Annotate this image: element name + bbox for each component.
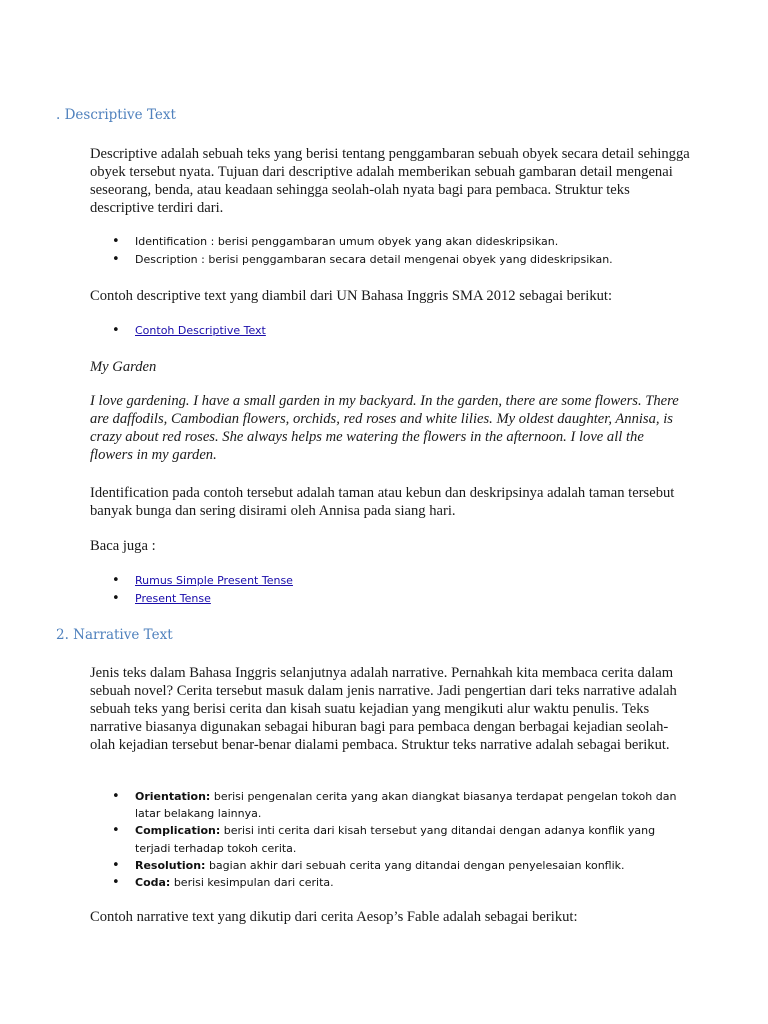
list-item <box>90 874 690 891</box>
example-link-list <box>90 322 690 340</box>
list-item <box>90 322 690 340</box>
list-item: • Identification : berisi penggambaran umum obyek yang akan dideskripsikan. <box>90 233 690 251</box>
list-item-desc: berisi kesimpulan dari cerita. <box>170 876 334 890</box>
list-item <box>90 572 690 590</box>
see-also-link-list <box>90 572 690 607</box>
list-item <box>90 590 690 608</box>
narrative-structure-list <box>90 788 690 891</box>
section-heading-descriptive: . Descriptive Text <box>56 107 176 123</box>
story-body: I love gardening. I have a small garden in my backyard. In the garden, there are some flowers. There are daffodils, Cambodian flowers, orchids, red roses and white lilies. My oldest daughter, Annisa, is crazy about red roses. She always helps me watering the flowers in the afternoon. I love all the flowers in my garden. <box>90 393 679 463</box>
list-item-term: Resolution: <box>135 858 206 872</box>
list-item <box>90 857 690 874</box>
see-also-label: Baca juga : <box>90 538 156 554</box>
list-item-desc: berisi pengenalan cerita yang akan diangkat biasanya terdapat pengelan tokoh dan latar belakang lainnya. <box>135 790 677 821</box>
contoh-descriptive-text-link[interactable]: Contoh Descriptive Text <box>135 324 266 337</box>
rumus-simple-present-tense-link[interactable]: Rumus Simple Present Tense <box>135 574 293 587</box>
story-title: My Garden <box>90 359 157 375</box>
list-item-desc: bagian akhir dari sebuah cerita yang ditandai dengan penyelesaian konflik. <box>205 858 625 872</box>
narrative-intro-paragraph: Jenis teks dalam Bahasa Inggris selanjutnya adalah narrative. Pernahkah kita membaca cerita dalam sebuah novel? Cerita tersebut masuk dalam jenis narrative. Jadi pengertian dari teks narrative adalah sebuah teks yang berisi cerita dan kisah suatu kejadian yang mengikuti alur waktu penulis. Teks narrative biasanya digunakan sebagai hiburan bagi para pembaca dengan berbagai kejadian seolah-olah kejadian tersebut benar-benar dialami pembaca. Struktur teks narrative adalah sebagai berikut. <box>90 665 677 753</box>
descriptive-intro-paragraph: Descriptive adalah sebuah teks yang berisi tentang penggambaran sebuah obyek secara detail sehingga obyek tersebut nyata. Tujuan dari descriptive adalah memberikan sebuah gambaran detail mengenai seseorang, benda, atau keadaan sehingga seolah-olah nyata bagi para pembaca. Struktur teks descriptive terdiri dari. <box>90 146 690 216</box>
list-item-term: Coda: <box>135 876 171 890</box>
descriptive-explanation-paragraph: Identification pada contoh tersebut adalah taman atau kebun dan deskripsinya adalah taman tersebut banyak bunga dan sering disirami oleh Annisa pada siang hari. <box>90 485 675 519</box>
section-heading-narrative: 2. Narrative Text <box>56 627 173 643</box>
list-item-term: Orientation: <box>135 790 211 803</box>
narrative-example-intro: Contoh narrative text yang dikutip dari cerita Aesop’s Fable adalah sebagai berikut: <box>90 909 578 925</box>
present-tense-link[interactable]: Present Tense <box>135 591 211 605</box>
list-item: • Description : berisi penggambaran secara detail mengenai obyek yang dideskripsikan. <box>90 251 690 269</box>
list-item <box>90 822 690 856</box>
list-item-term: Complication: <box>135 824 221 838</box>
list-item-desc: berisi inti cerita dari kisah tersebut yang ditandai dengan adanya konflik yang terjadi terhadap tokoh cerita. <box>135 824 656 855</box>
descriptive-example-intro: Contoh descriptive text yang diambil dari UN Bahasa Inggris SMA 2012 sebagai berikut: <box>90 288 613 304</box>
descriptive-structure-list <box>90 233 690 268</box>
list-item <box>90 788 690 822</box>
